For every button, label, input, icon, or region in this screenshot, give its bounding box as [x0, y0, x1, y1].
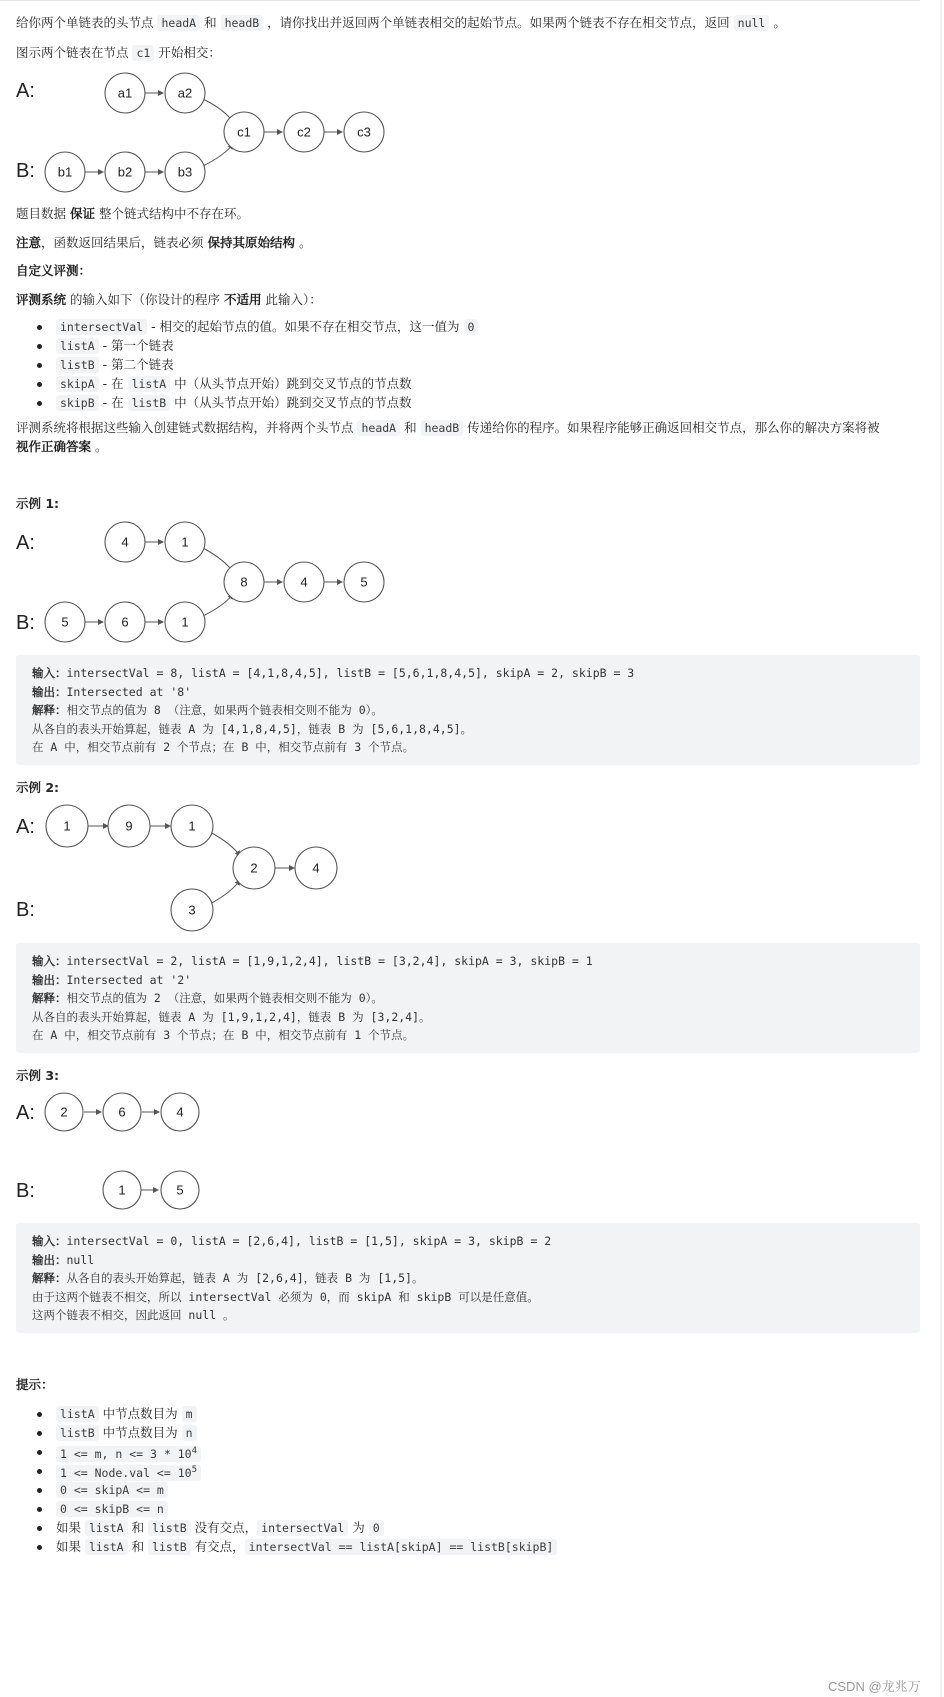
- svg-text:9: 9: [125, 818, 133, 834]
- svg-text:2: 2: [250, 860, 258, 876]
- code-line: [32, 972, 191, 988]
- svg-text:8: 8: [240, 574, 248, 590]
- text-span: null: [66, 1252, 95, 1267]
- code-line: [32, 1233, 551, 1249]
- code-line: [32, 1307, 235, 1323]
- svg-text:1: 1: [188, 818, 196, 834]
- list-a-label: A:: [16, 1102, 35, 1124]
- list-item: [16, 336, 478, 355]
- svg-text:6: 6: [121, 614, 129, 630]
- text-span: 有交点，: [190, 1539, 245, 1554]
- svg-text:1: 1: [181, 614, 189, 630]
- code-keyword: 解释：: [32, 703, 67, 717]
- code-keyword: 输入：: [32, 1234, 67, 1248]
- exponent: 5: [191, 1465, 197, 1475]
- text-span: 整个链式结构中不存在环。: [95, 206, 249, 221]
- example-3-code-block: [16, 1223, 920, 1333]
- text-span: 从各自的表头开始算起，链表 A 为 [2,6,4]，链表 B 为 [1,5]。: [66, 1271, 424, 1285]
- text-span: 评测系统将根据这些输入创建链式数据结构，并将两个头节点: [16, 420, 358, 435]
- svg-text:4: 4: [121, 534, 129, 550]
- node-a-2: [171, 805, 213, 847]
- text-span: 。: [769, 15, 786, 30]
- node-c-0: [233, 847, 275, 889]
- text-span: 传递给你的程序。如果程序能够正确返回相交节点，那么你的解决方案将被: [463, 420, 880, 435]
- inline-code: 1 <= Node.val <= $10^5$: [56, 1465, 201, 1481]
- text-span: 从各自的表头开始算起，链表 A 为 [1,9,1,2,4]，链表 B 为 [3,2,4]。: [32, 1009, 431, 1024]
- node-a-1: [108, 805, 150, 847]
- text-span: ，函数返回结果后，链表必须: [41, 235, 208, 250]
- code-line: [32, 953, 593, 969]
- text-span: - 相交的起始节点的值。如果不存在相交节点，这一值为: [147, 319, 464, 334]
- code-keyword: 输入：: [32, 666, 67, 680]
- top-divider: [0, 0, 920, 1]
- text-span: 中（从头节点开始）跳到交叉节点的节点数: [170, 395, 412, 410]
- text-span: 为: [348, 1520, 369, 1535]
- inline-code: intersectVal: [56, 319, 147, 335]
- list-item: [16, 393, 478, 412]
- svg-text:a2: a2: [177, 85, 193, 101]
- svg-text:a1: a1: [117, 85, 133, 101]
- example-2-diagram: [0, 796, 420, 936]
- text-span: 没有交点，: [190, 1520, 258, 1535]
- example-2-code-block: [16, 943, 920, 1053]
- example-3-title: 示例 3:: [16, 1068, 60, 1083]
- text-span: Intersected at '2': [66, 972, 192, 987]
- node-c-1: [295, 847, 337, 889]
- inline-code: null: [734, 15, 770, 31]
- example-1-code-block: [16, 655, 920, 765]
- text-span: 。: [91, 439, 108, 454]
- judge-input-intro: [16, 290, 322, 308]
- text-span: intersectVal = 0, listA = [2,6,4], listB = [1,5], skipA = 3, skipB = 2: [66, 1234, 552, 1248]
- node-b-0: [45, 602, 85, 642]
- inline-code: skipB: [56, 395, 99, 411]
- custom-judge-heading: [16, 261, 91, 279]
- list-b-label: B:: [16, 1180, 35, 1202]
- svg-text:c1: c1: [237, 124, 251, 140]
- inline-code: 1 <= m, $n <= 3 * 10^4$: [56, 1446, 201, 1462]
- node-b-1: [105, 602, 145, 642]
- code-keyword: 解释：: [32, 991, 67, 1005]
- text-span: 中（从头节点开始）跳到交叉节点的节点数: [170, 376, 412, 391]
- text-span: 和: [127, 1520, 149, 1535]
- text-span: 从各自的表头开始算起，链表 A 为 [4,1,8,4,5]，链表 B 为 [5,6,1,8,4,5]。: [32, 721, 473, 736]
- list-item: [16, 1423, 557, 1442]
- text-span: intersectVal = 2, listA = [1,9,1,2,4], listB = [3,2,4], skipA = 3, skipB = 1: [66, 954, 593, 968]
- code-line: [32, 1270, 423, 1286]
- text-span: 相交节点的值为 2 （注意，如果两个链表相交则不能为 0）。: [66, 991, 383, 1005]
- node-b-0: [103, 1171, 141, 1209]
- code-keyword: 输出：: [32, 1252, 67, 1267]
- text-span: - 在: [98, 376, 128, 391]
- intro-paragraph: [16, 13, 786, 31]
- bold-text: 保持其原始结构: [207, 235, 296, 250]
- list-b-label: B:: [16, 899, 35, 921]
- text-span: 的输入如下（你设计的程序: [66, 292, 224, 307]
- node-a-0: [105, 522, 145, 562]
- list-item: [16, 1537, 557, 1556]
- inline-code: intersectVal: [257, 1520, 348, 1536]
- node-a-0: [46, 805, 88, 847]
- inline-code: listB: [148, 1539, 191, 1555]
- inline-code: listB: [128, 395, 171, 411]
- text-span: 由于这两个链表不相交，所以 intersectVal 必须为 0，而 skipA 和 skipB 可以是任意值。: [32, 1289, 539, 1304]
- inline-code: 0 <= skipB <= n: [56, 1501, 168, 1517]
- text-span: ，请你找出并返回两个单链表相交的起始节点。如果两个链表不存在相交节点，返回: [263, 15, 734, 30]
- svg-text:5: 5: [61, 614, 69, 630]
- inline-code: listB: [148, 1520, 191, 1536]
- text-span: 在 A 中，相交节点前有 2 个节点；在 B 中，相交节点前有 3 个节点。: [32, 740, 415, 754]
- text-span: intersectVal = 8, listA = [4,1,8,4,5], listB = [5,6,1,8,4,5], skipA = 2, skipB = 3: [66, 666, 635, 680]
- bold-text: 注意: [16, 235, 42, 250]
- list-b-label: B:: [16, 160, 35, 182]
- node-b-2: [165, 602, 205, 642]
- node-c1: [224, 112, 264, 152]
- code-line: [32, 721, 472, 737]
- node-c-1: [284, 562, 324, 602]
- code-keyword: 输出：: [32, 684, 67, 699]
- list-item: [16, 374, 478, 393]
- text-span: - 第一个链表: [98, 338, 174, 353]
- list-item: [16, 1518, 557, 1537]
- svg-text:6: 6: [118, 1104, 126, 1120]
- text-span: 如果: [56, 1520, 85, 1535]
- bold-text: 不适用: [223, 292, 262, 307]
- text-span: 和: [200, 15, 221, 30]
- intro-diagram-caption: [16, 43, 221, 61]
- svg-text:3: 3: [188, 902, 196, 918]
- list-b-label: B:: [16, 612, 35, 634]
- svg-text:4: 4: [312, 860, 320, 876]
- node-b2: [105, 152, 145, 192]
- bold-text: 保证: [69, 206, 95, 221]
- inline-code: listA: [56, 338, 99, 354]
- text-span: 图示两个链表在节点: [16, 45, 133, 60]
- code-line: [32, 702, 383, 718]
- node-a2: [165, 73, 205, 113]
- structure-note: [16, 233, 312, 251]
- inline-code: headB: [421, 420, 464, 436]
- bold-text: 视作正确答案: [16, 439, 92, 454]
- code-keyword: 输出：: [32, 972, 67, 987]
- text-span: 题目数据: [16, 206, 70, 221]
- node-b-0: [171, 889, 213, 931]
- text-span: 在 A 中，相交节点前有 3 个节点；在 B 中，相交节点前有 1 个节点。: [32, 1028, 415, 1042]
- svg-text:2: 2: [60, 1104, 68, 1120]
- svg-text:b1: b1: [57, 164, 73, 180]
- text-span: 中节点数目为: [98, 1406, 182, 1421]
- node-b1: [45, 152, 85, 192]
- text-span: 这两个链表不相交，因此返回 null 。: [32, 1308, 235, 1322]
- inline-code: intersectVal == listA[skipA] == listB[skipB]: [245, 1539, 558, 1555]
- text-span: Intersected at '8': [66, 684, 192, 699]
- inline-code: 0 <= skipA <= m: [56, 1482, 168, 1498]
- inline-code: headA: [357, 420, 400, 436]
- list-item: [16, 1480, 557, 1499]
- code-keyword: 解释：: [32, 1271, 67, 1285]
- text-span: 。: [295, 235, 312, 250]
- inline-code: c1: [132, 45, 154, 61]
- example-2-title: 示例 2:: [16, 780, 60, 795]
- inline-code: headA: [157, 15, 200, 31]
- list-item: [16, 355, 478, 374]
- example-1-diagram: [0, 512, 420, 642]
- code-line: [32, 739, 414, 755]
- node-c-0: [224, 562, 264, 602]
- text-span: 和: [127, 1539, 149, 1554]
- bold-text: 评测系统: [16, 292, 67, 307]
- svg-text:4: 4: [300, 574, 308, 590]
- text-span: 和: [400, 420, 421, 435]
- node-c2: [284, 112, 324, 152]
- list-item: [16, 1499, 557, 1518]
- inline-code: skipA: [56, 376, 99, 392]
- node-a1: [105, 73, 145, 113]
- example-1-title: 示例 1:: [16, 496, 60, 511]
- code-line: [32, 1027, 414, 1043]
- no-cycle-note: [16, 204, 249, 222]
- exponent: 4: [191, 1446, 197, 1456]
- code-line: [32, 1289, 539, 1305]
- inline-code: 0: [369, 1520, 384, 1536]
- svg-text:c3: c3: [357, 124, 371, 140]
- inline-code: 0: [464, 319, 479, 335]
- code-line: [32, 990, 383, 1006]
- judge-description-line1: [16, 418, 880, 436]
- code-line: [32, 684, 191, 700]
- main-intersection-diagram: [0, 62, 420, 192]
- code-line: [32, 1252, 94, 1268]
- svg-text:b2: b2: [117, 164, 133, 180]
- code-keyword: 输入：: [32, 954, 67, 968]
- code-line: [32, 665, 634, 681]
- svg-text:b3: b3: [177, 164, 193, 180]
- list-item: [16, 1461, 557, 1480]
- list-a-label: A:: [16, 532, 35, 554]
- node-a-0: [45, 1093, 83, 1131]
- svg-text:c2: c2: [297, 124, 311, 140]
- node-b-1: [161, 1171, 199, 1209]
- hints-title: 提示：: [16, 1377, 54, 1392]
- code-line: [32, 1009, 431, 1025]
- node-a-1: [165, 522, 205, 562]
- node-a-2: [161, 1093, 199, 1131]
- list-a-label: A:: [16, 80, 35, 102]
- list-a-label: A:: [16, 816, 35, 838]
- inline-code: listA: [85, 1539, 128, 1555]
- text-span: - 第二个链表: [98, 357, 174, 372]
- inline-code: listB: [56, 357, 99, 373]
- svg-text:5: 5: [360, 574, 368, 590]
- text-span: 此输入）：: [261, 292, 322, 307]
- node-a-1: [103, 1093, 141, 1131]
- svg-text:1: 1: [181, 534, 189, 550]
- scrollbar-track[interactable]: [940, 0, 942, 1697]
- svg-text:5: 5: [176, 1182, 184, 1198]
- list-item: [16, 317, 478, 336]
- example-3-diagram: [0, 1090, 420, 1220]
- inline-code: headB: [221, 15, 264, 31]
- text-span: 给你两个单链表的头节点: [16, 15, 158, 30]
- inline-code: listA: [85, 1520, 128, 1536]
- list-item: [16, 1442, 557, 1461]
- csdn-watermark: CSDN @龙兆万: [828, 1679, 921, 1694]
- text-span: 相交节点的值为 8 （注意，如果两个链表相交则不能为 0）。: [66, 703, 383, 717]
- svg-text:1: 1: [63, 818, 71, 834]
- node-c3: [344, 112, 384, 152]
- node-b3: [165, 152, 205, 192]
- inline-code: listA: [128, 376, 171, 392]
- text-span: 开始相交：: [154, 45, 221, 60]
- inline-code: m: [182, 1406, 197, 1422]
- node-c-2: [344, 562, 384, 602]
- inline-code: listB: [56, 1425, 99, 1441]
- inline-code: n: [182, 1425, 197, 1441]
- hints-list: [16, 1404, 557, 1556]
- inline-code: listA: [56, 1406, 99, 1422]
- text-span: 中节点数目为: [98, 1425, 182, 1440]
- svg-text:1: 1: [118, 1182, 126, 1198]
- text-span: - 在: [98, 395, 128, 410]
- judge-input-list: [16, 317, 478, 412]
- text-span: 如果: [56, 1539, 85, 1554]
- bold-text: 自定义评测：: [16, 263, 92, 278]
- judge-description-line2: [16, 437, 108, 455]
- svg-text:4: 4: [176, 1104, 184, 1120]
- list-item: [16, 1404, 557, 1423]
